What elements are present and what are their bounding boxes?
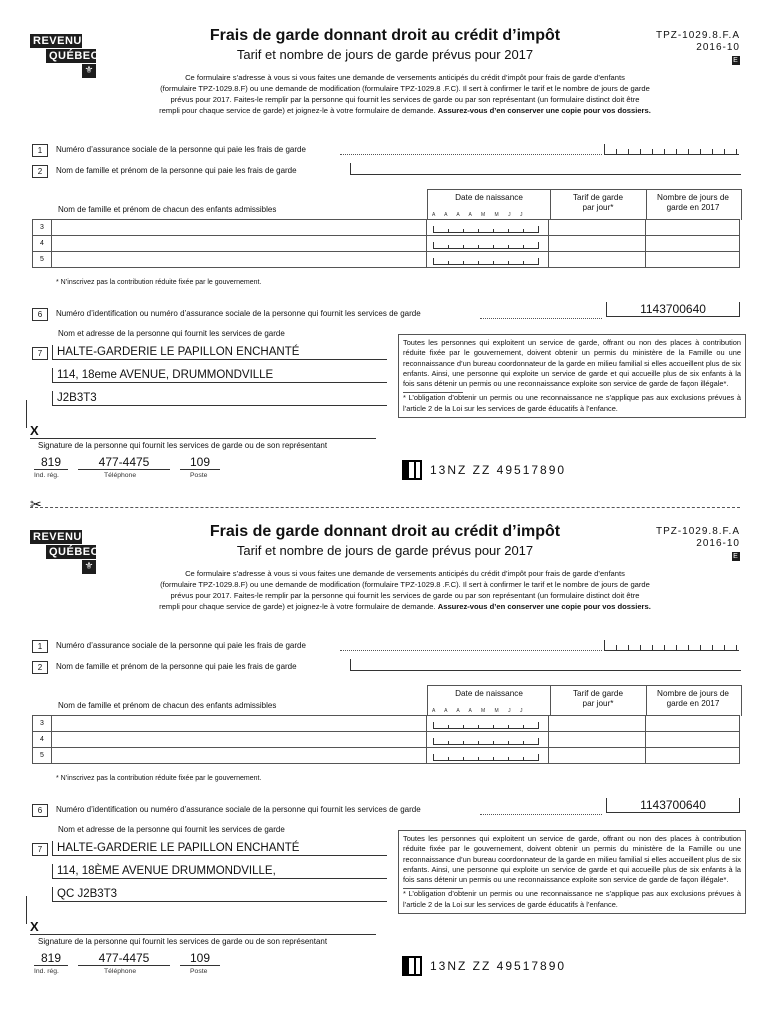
form-code: TPZ-1029.8.F.A [655,526,740,537]
rate-field[interactable] [549,252,645,268]
row-number: 4 [33,732,52,748]
days-header-line1: Nombre de jours de [657,193,729,202]
intro-line: Ce formulaire s’adresse à vous si vous faites une demande de versements anticipés du crédit d’impôt pour frais de garde d’enfants [185,73,625,82]
table-row [33,220,740,236]
payer-name-field[interactable] [350,163,741,175]
line-2-label: Nom de famille et prénom de la personne qui paie les frais de garde [56,662,297,671]
form-code: TPZ-1029.8.F.A [655,30,740,41]
table-row [33,252,740,268]
sin-payer-field[interactable] [604,144,739,155]
line-1-number: 1 [32,640,48,653]
days-header-line2: garde en 2017 [666,699,720,708]
children-table [32,219,740,268]
provider-label: Nom et adresse de la personne qui fournit les services de garde [58,825,285,834]
extension-label: Poste [190,472,208,479]
dob-format: A A A A M M J J [432,212,527,218]
form-title: Frais de garde donnant droit au crédit d’impôt [209,27,561,44]
extension-field[interactable]: 109 [180,951,220,966]
form-code-block [656,526,740,562]
dob-tick-box [433,738,539,745]
form-date: 2016-10 [696,538,740,549]
logo-line1: REVENU [30,34,82,48]
provider-name-field[interactable]: HALTE-GARDERIE LE PAPILLON ENCHANTÉ [52,345,387,360]
rate-field[interactable] [549,732,645,748]
line-2-label: Nom de famille et prénom de la personne qui paie les frais de garde [56,166,297,175]
intro-paragraph [110,72,700,116]
provider-postal-field[interactable]: J2B3T3 [52,391,387,406]
phone-label: Téléphone [104,968,137,975]
permit-info-footnote: * L’obligation d’obtenir un permis ou une reconnaissance ne s’applique pas aux exclusions prévues à l’article 2 de la Loi sur les services de garde éducatifs à l’enfance. [403,393,741,413]
line-1-label: Numéro d’assurance sociale de la personne qui paie les frais de garde [56,641,306,650]
days-field[interactable] [645,732,739,748]
e-badge: E [733,57,739,64]
permit-info-box [398,830,746,914]
intro-line: prévus pour 2017. Faites-le remplir par la personne qui fournit les services de garde ou par son représentant (un formulaire distinct doit être [170,591,640,600]
children-header: Nom de famille et prénom de chacun des enfants admissibles [58,701,277,710]
rate-header-line1: Tarif de garde [572,193,624,202]
rate-field[interactable] [549,220,645,236]
permit-info-text: Toutes les personnes qui exploitent un service de garde, offrant ou non des places à contribution réduite fixée par le gouvernement, doivent obtenir un permis du ministère de la Famille ou une reconnaissance d’un bureau coordonnateur de la garde en milieu familial si elles accueillent plus de six enfants. Ainsi, une personne qui exploite un service de garde et qui accueille plus de six enfants à la fois sans détenir un permis ou une reconnaissance exploite son service de garde de façon illégale*. [403,338,741,389]
row-number: 3 [33,716,52,732]
days-field[interactable] [645,252,739,268]
dob-tick-box [433,258,539,265]
extension-field[interactable]: 109 [180,455,220,470]
line-6-leader [480,814,602,815]
area-code-label: Ind. rég. [34,968,59,975]
table-header-frame [427,685,742,716]
dob-tick-box [433,754,539,761]
dob-format: A A A A M M J J [432,708,527,714]
dob-tick-box [433,242,539,249]
form-code-block [656,30,740,66]
line-1-label: Numéro d’assurance sociale de la personne qui paie les frais de garde [56,145,306,154]
provider-id-field[interactable]: 1143700640 [606,798,740,813]
child-name-field[interactable] [51,236,426,252]
form-copy [0,0,770,496]
phone-label: Téléphone [104,472,137,479]
line-2-number: 2 [32,661,48,674]
rate-footnote: * N’inscrivez pas la contribution réduite fixée par le gouvernement. [56,775,262,782]
e-badge: E [733,553,739,560]
child-dob-field[interactable] [427,748,549,764]
permit-info-footnote: * L’obligation d’obtenir un permis ou une reconnaissance ne s’applique pas aux exclusions prévues à l’article 2 de la Loi sur les services de garde éducatifs à l’enfance. [403,889,741,909]
intro-line: (formulaire TPZ-1029.8.F) ou une demande de modification (formulaire TPZ-1029.8 .F.C). Il sert à confirmer le tarif et le nombre de jours de garde [160,84,650,93]
area-code-field[interactable]: 819 [34,951,68,966]
phone-field[interactable]: 477-4475 [78,951,170,966]
intro-line [110,105,700,116]
child-name-field[interactable] [51,252,426,268]
signature-label: Signature de la personne qui fournit les services de garde ou de son représentant [38,937,328,946]
line-6-leader [480,318,602,319]
dob-tick-box [433,722,539,729]
rate-header-line2: par jour* [582,203,614,212]
permit-info-box [398,334,746,418]
dob-tick-box [433,226,539,233]
intro-bold: Assurez-vous d’en conserver une copie pour vos dossiers. [437,602,651,611]
child-dob-field[interactable] [427,732,549,748]
sin-payer-field[interactable] [604,640,739,651]
barcode-icon [402,956,422,976]
intro-line: Ce formulaire s’adresse à vous si vous faites une demande de versements anticipés du crédit d’impôt pour frais de garde d’enfants [185,569,625,578]
line-7-number: 7 [32,843,48,856]
days-header-line1: Nombre de jours de [657,689,729,698]
logo-line2: QUÉBEC [46,49,96,63]
days-field[interactable] [645,716,739,732]
form-subtitle: Tarif et nombre de jours de garde prévus pour 2017 [236,543,534,558]
rate-header-line1: Tarif de garde [572,689,624,698]
line-7-number: 7 [32,347,48,360]
child-name-field[interactable] [51,732,426,748]
intro-bold: Assurez-vous d’en conserver une copie pour vos dossiers. [437,106,651,115]
signature-label: Signature de la personne qui fournit les services de garde ou de son représentant [38,441,328,450]
barcode-number: 13NZ ZZ 49517890 [430,959,567,973]
days-header-line2: garde en 2017 [666,203,720,212]
child-dob-field[interactable] [427,716,549,732]
rate-field[interactable] [549,236,645,252]
child-name-field[interactable] [51,220,426,236]
children-table [32,715,740,764]
scissors-icon: ✂ [30,496,42,512]
form-subtitle: Tarif et nombre de jours de garde prévus pour 2017 [236,47,534,62]
header-divider [550,190,551,220]
provider-postal-field[interactable]: QC J2B3T3 [52,887,387,902]
intro-line-text: rempli pour chaque service de garde) et joignez-le à votre formulaire de demande. [159,106,438,115]
line-6-number: 6 [32,804,48,817]
logo-line1: REVENU [30,530,82,544]
days-field[interactable] [645,236,739,252]
table-row [33,748,740,764]
fleur-de-lis-icon: ⚜ [82,64,96,78]
provider-address-field[interactable]: 114, 18ÈME AVENUE DRUMMONDVILLE, [52,864,387,879]
row-number: 5 [33,252,52,268]
intro-line [110,601,700,612]
rate-footnote: * N’inscrivez pas la contribution réduite fixée par le gouvernement. [56,279,262,286]
header-divider [646,686,647,716]
permit-info-text: Toutes les personnes qui exploitent un service de garde, offrant ou non des places à contribution réduite fixée par le gouvernement, doivent obtenir un permis du ministère de la Famille ou une reconnaissance d’un bureau coordonnateur de la garde en milieu familial si elles accueillent plus de six enfants. Ainsi, une personne qui exploite un service de garde et qui accueille plus de six enfants à la fois sans détenir un permis ou une reconnaissance exploite son service de garde de façon illégale*. [403,834,741,885]
intro-line: (formulaire TPZ-1029.8.F) ou une demande de modification (formulaire TPZ-1029.8 .F.C). Il sert à confirmer le tarif et le nombre de jours de garde [160,580,650,589]
phone-field[interactable]: 477-4475 [78,455,170,470]
row-number: 5 [33,748,52,764]
dob-header-text: Date de naissance [455,689,523,698]
cut-line [30,507,740,508]
provider-id-field[interactable]: 1143700640 [606,302,740,317]
area-code-label: Ind. rég. [34,472,59,479]
line-2-number: 2 [32,165,48,178]
line-6-label: Numéro d’identification ou numéro d’assurance sociale de la personne qui fournit les services de garde [56,309,421,318]
rate-field[interactable] [549,748,645,764]
rate-header-line2: par jour* [582,699,614,708]
child-dob-field[interactable] [427,236,549,252]
signature-x: X [30,423,39,438]
fleur-de-lis-icon: ⚜ [82,560,96,574]
rate-field[interactable] [549,716,645,732]
intro-line-text: rempli pour chaque service de garde) et joignez-le à votre formulaire de demande. [159,602,438,611]
table-header-frame [427,189,742,220]
provider-label: Nom et adresse de la personne qui fournit les services de garde [58,329,285,338]
line-1-number: 1 [32,144,48,157]
barcode-number: 13NZ ZZ 49517890 [430,463,567,477]
children-table-body [33,716,740,764]
line-1-leader [340,154,602,155]
form-title: Frais de garde donnant droit au crédit d’impôt [209,523,561,540]
intro-line: prévus pour 2017. Faites-le remplir par la personne qui fournit les services de garde ou par son représentant (un formulaire distinct doit être [170,95,640,104]
signature-x: X [30,919,39,934]
line-6-number: 6 [32,308,48,321]
signature-mark [26,896,27,924]
provider-address-field[interactable]: 114, 18eme AVENUE, DRUMMONDVILLE [52,368,387,383]
provider-name-field[interactable]: HALTE-GARDERIE LE PAPILLON ENCHANTÉ [52,841,387,856]
signature-line[interactable] [30,438,376,439]
days-field[interactable] [645,748,739,764]
signature-mark [26,400,27,428]
header-divider [550,686,551,716]
child-dob-field[interactable] [427,220,549,236]
days-field[interactable] [645,220,739,236]
header-divider [646,190,647,220]
intro-paragraph [110,568,700,612]
children-header: Nom de famille et prénom de chacun des enfants admissibles [58,205,277,214]
table-row [33,732,740,748]
logo-line2: QUÉBEC [46,545,96,559]
barcode-icon [402,460,422,480]
extension-label: Poste [190,968,208,975]
row-number: 3 [33,220,52,236]
child-name-field[interactable] [51,748,426,764]
child-dob-field[interactable] [427,252,549,268]
line-6-label: Numéro d’identification ou numéro d’assurance sociale de la personne qui fournit les services de garde [56,805,421,814]
area-code-field[interactable]: 819 [34,455,68,470]
form-date: 2016-10 [696,42,740,53]
line-1-leader [340,650,602,651]
dob-header-text: Date de naissance [455,193,523,202]
children-table-body [33,220,740,268]
row-number: 4 [33,236,52,252]
form-copy [0,496,770,992]
table-row [33,236,740,252]
child-name-field[interactable] [51,716,426,732]
signature-line[interactable] [30,934,376,935]
table-row [33,716,740,732]
payer-name-field[interactable] [350,659,741,671]
